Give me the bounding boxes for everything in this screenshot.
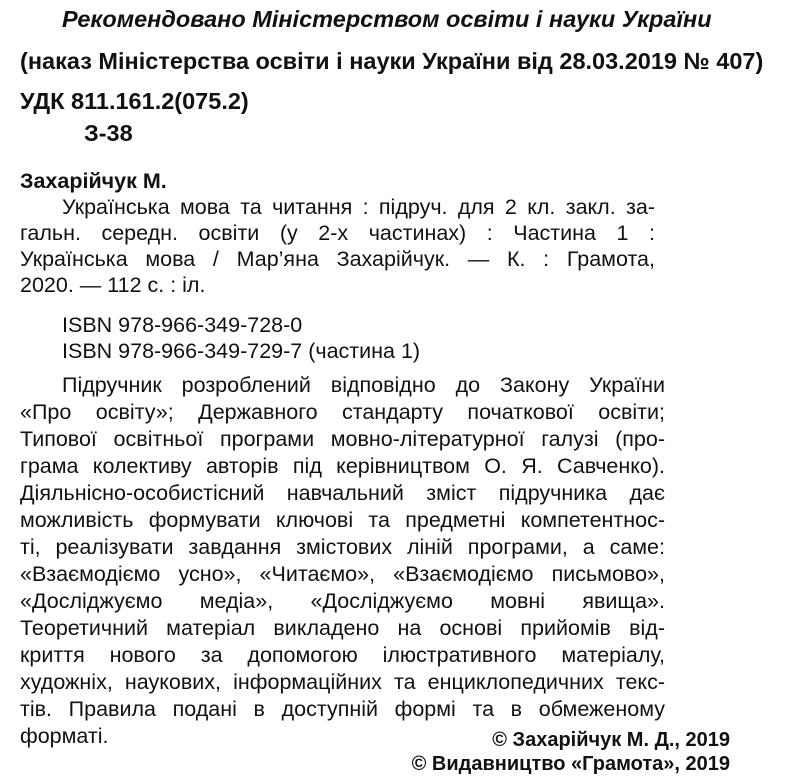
author-name: Захарійчук М.: [20, 169, 167, 193]
bib-description-line: Українська мова / Мар’яна Захарійчук. — К. : Грамота,: [20, 247, 655, 271]
isbn-line: ISBN 978-966-349-729-7 (частина 1): [62, 339, 421, 363]
annotation-line: «Досліджуємо медіа», «Досліджуємо мовні явища».: [20, 589, 665, 613]
annotation-line: ті, реалізувати завдання змістових ліній програми, а саме:: [20, 535, 665, 559]
annotation-line: криття нового за допомогою ілюстративного матеріалу,: [20, 643, 665, 667]
annotation-line: «Взаємодіємо усно», «Читаємо», «Взаємодіємо письмово»,: [20, 562, 665, 586]
annotation-line: художніх, наукових, інформаційних та енциклопедичних текс-: [20, 670, 665, 694]
author-index: З-38: [84, 120, 133, 146]
annotation-line: тів. Правила подані в доступній формі та в обмеженому: [20, 697, 665, 721]
udk-code: УДК 811.161.2(075.2): [20, 88, 249, 114]
bib-description-line: Українська мова та читання : підруч. для 2 кл. закл. за-: [62, 195, 655, 219]
annotation-line: можливість формувати ключові та предметні компетентнос-: [20, 508, 665, 532]
annotation-line: Діяльнісно-особистісний навчальний зміст підручника дає: [20, 481, 665, 505]
bib-description-line: гальн. середн. освіти (у 2-х частинах) : Частина 1 :: [20, 221, 655, 245]
annotation-line: Теоретичний матеріал викладено на основі прийомів від-: [20, 616, 665, 640]
annotation-line: Підручник розроблений відповідно до Закону України: [62, 373, 665, 397]
annotation-line: Типової освітньої програми мовно-літературної галузі (про-: [20, 427, 665, 451]
copyright-publisher: © Видавництво «Грамота», 2019: [411, 753, 730, 775]
ministry-order: (наказ Міністерства освіти і науки України від 28.03.2019 № 407): [20, 48, 764, 74]
recommendation-heading: Рекомендовано Міністерством освіти і науки України: [62, 6, 712, 32]
isbn-line: ISBN 978-966-349-728-0: [62, 313, 303, 337]
annotation-line: «Про освіту»; Державного стандарту початкової освіти;: [20, 400, 665, 424]
annotation-line: грама колективу авторів під керівництвом О. Я. Савченко).: [20, 454, 665, 478]
bib-description-line: 2020. — 112 с. : іл.: [20, 273, 206, 297]
annotation-line: форматі.: [20, 724, 109, 748]
copyright-author: © Захарійчук М. Д., 2019: [492, 729, 730, 751]
